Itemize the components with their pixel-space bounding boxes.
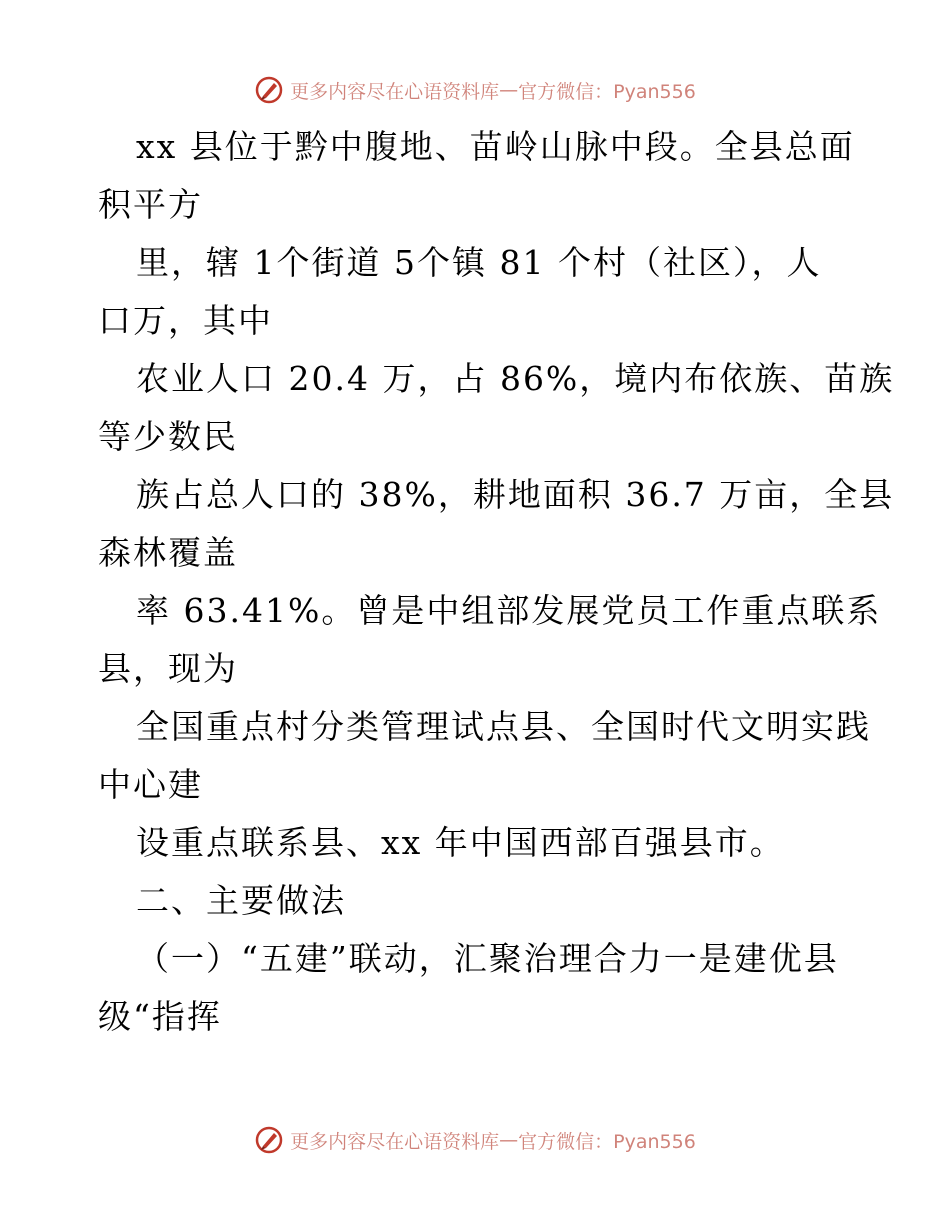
body-line: 积平方 bbox=[98, 185, 203, 224]
body-line: xx 县位于黔中腹地、苗岭山脉中段。全县总面 bbox=[136, 127, 855, 166]
body-line: （一）“五建”联动，汇聚治理合力一是建优县 bbox=[136, 939, 839, 978]
body-line: 族占总人口的 38%，耕地面积 36.7 万亩，全县 bbox=[136, 475, 895, 514]
body-line: 县，现为 bbox=[98, 649, 238, 688]
pen-logo-icon bbox=[254, 1125, 284, 1155]
watermark-text: 更多内容尽在心语资料库 bbox=[290, 80, 500, 103]
watermark-text: 更多内容尽在心语资料库 bbox=[290, 1130, 500, 1153]
watermark-footer bbox=[0, 1120, 950, 1160]
body-line: 森林覆盖 bbox=[98, 533, 238, 572]
watermark-separator: — bbox=[499, 79, 519, 101]
body-line: 等少数民 bbox=[98, 417, 238, 456]
body-line: 设重点联系县、xx 年中国西部百强县市。 bbox=[136, 823, 785, 862]
pen-logo-icon bbox=[254, 75, 284, 105]
body-line: 口万，其中 bbox=[98, 301, 273, 340]
watermark-separator: — bbox=[499, 1129, 519, 1151]
body-line: 率 63.41%。曾是中组部发展党员工作重点联系 bbox=[136, 591, 882, 630]
document-body bbox=[98, 118, 895, 1046]
section-heading: 二、主要做法 bbox=[136, 881, 346, 920]
body-line: 里，辖 1个街道 5个镇 81 个村（社区），人 bbox=[136, 243, 822, 282]
body-line: 农业人口 20.4 万，占 86%，境内布依族、苗族 bbox=[136, 359, 895, 398]
body-line: 全国重点村分类管理试点县、全国时代文明实践 bbox=[136, 707, 871, 746]
body-line: 中心建 bbox=[98, 765, 203, 804]
watermark-handle: 官方微信：Pyan556 bbox=[518, 80, 696, 103]
watermark-handle: 官方微信：Pyan556 bbox=[518, 1130, 696, 1153]
watermark-header bbox=[0, 70, 950, 110]
body-line: 级“指挥 bbox=[98, 997, 222, 1036]
